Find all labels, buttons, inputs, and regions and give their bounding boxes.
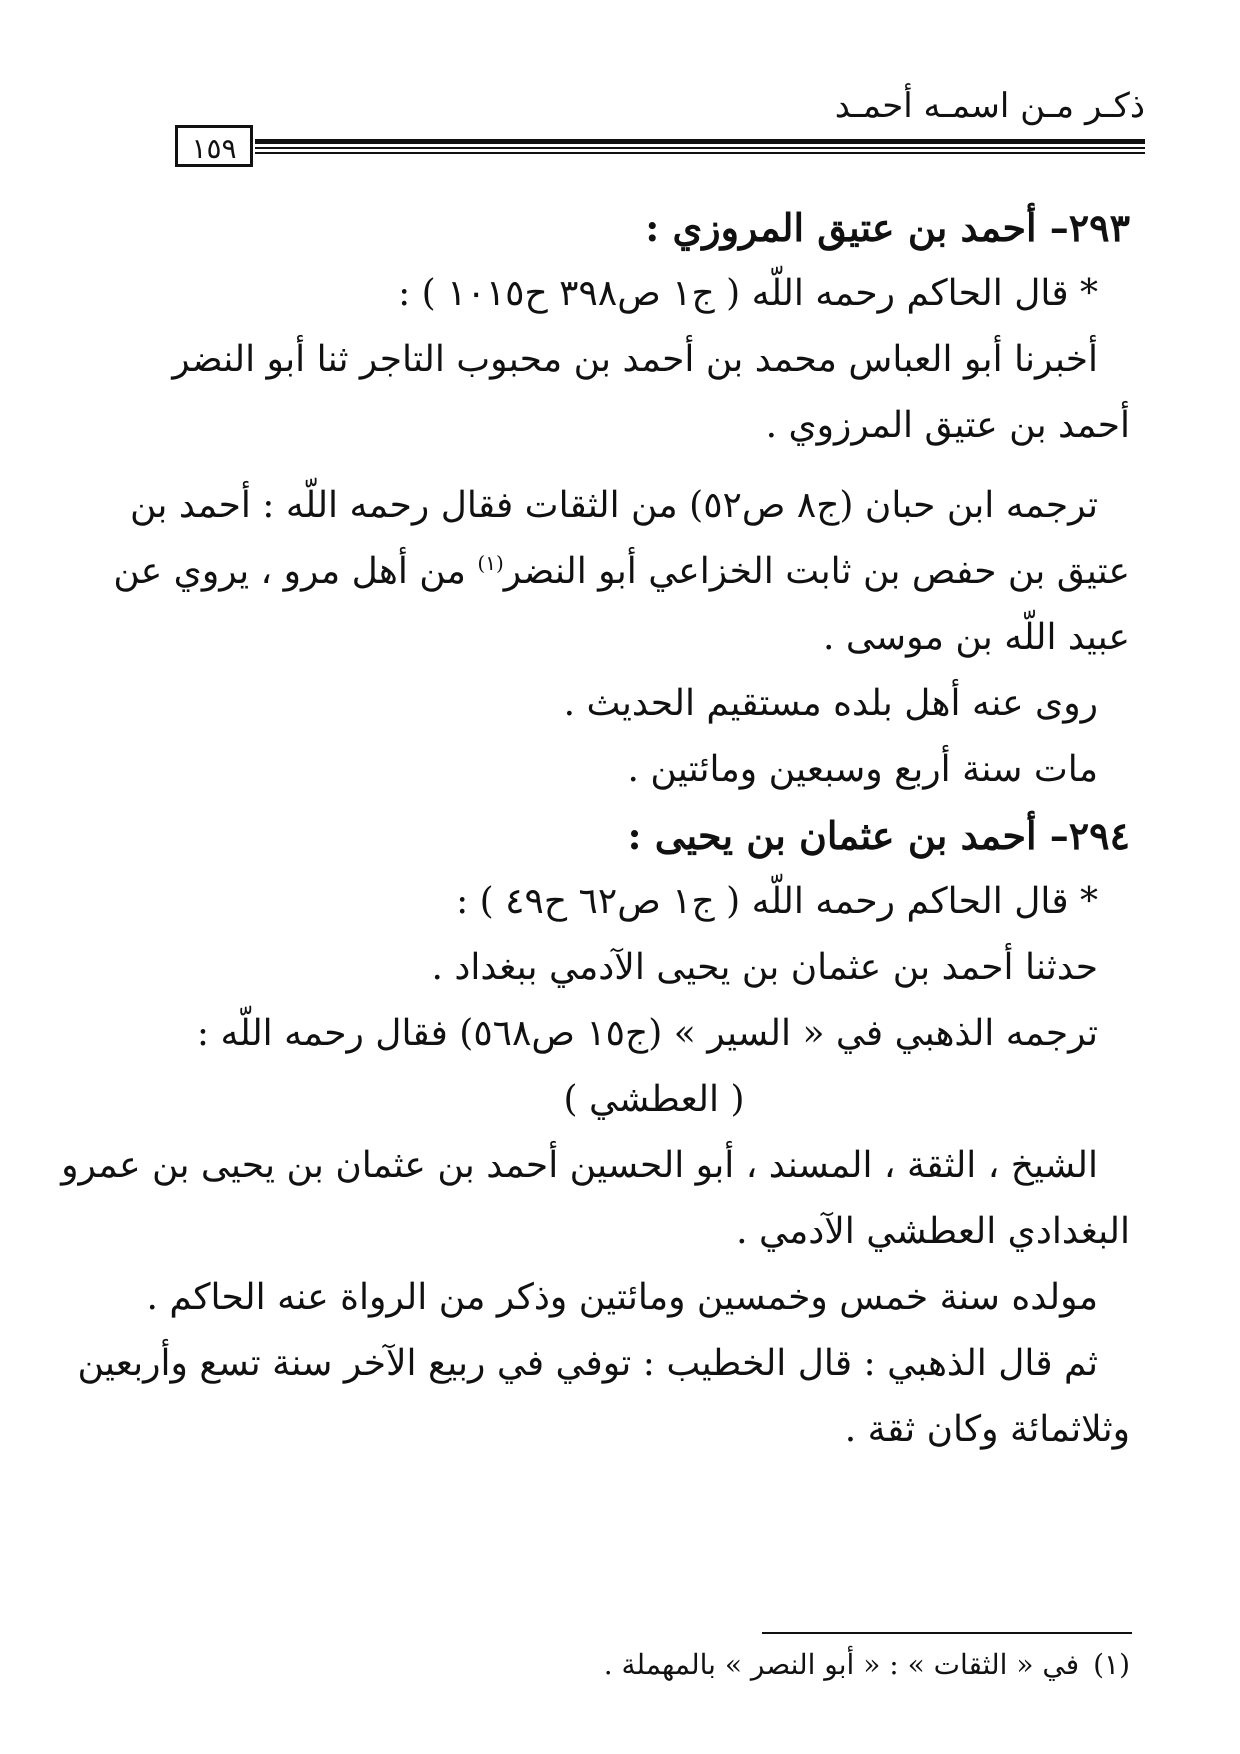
running-title: ذكـر مـن اسمـه أحمـد	[834, 86, 1145, 126]
footnote-rule	[762, 1632, 1132, 1634]
text-line: ثم قال الذهبي : قال الخطيب : توفي في ربيع الآخر سنة تسع وأربعين	[77, 1343, 1098, 1384]
header-rule	[255, 152, 1145, 154]
entry-heading: ٢٩٤– أحمد بن عثمان بن يحيى :	[627, 813, 1130, 858]
text-line: أخبرنا أبو العباس محمد بن أحمد بن محبوب التاجر ثنا أبو النضر	[172, 339, 1098, 380]
page-number: ١٥٩	[175, 125, 253, 167]
text-line: عتيق بن حفص بن ثابت الخزاعي أبو النضر$^{(١)}$ من أهل مرو ، يروي عن	[113, 551, 1130, 592]
text-line: الشيخ ، الثقة ، المسند ، أبو الحسين أحمد بن عثمان بن يحيى بن عمرو	[61, 1145, 1098, 1186]
text-line: حدثنا أحمد بن عثمان بن يحيى الآدمي ببغداد .	[431, 947, 1098, 988]
header-rule	[255, 139, 1145, 144]
source-citation: * قال الحاكم رحمه اللّه ( ج١ ص٣٩٨ ح١٠١٥ ) :	[398, 273, 1098, 314]
text-line: ترجمه الذهبي في « السير » (ج١٥ ص٥٦٨) فقال رحمه اللّه :	[196, 1013, 1098, 1054]
subheading: ( العطشي )	[563, 1079, 745, 1120]
text-line: البغدادي العطشي الآدمي .	[736, 1211, 1130, 1252]
text-line: مات سنة أربع وسبعين ومائتين .	[627, 749, 1098, 790]
footnote-number: (١)	[1093, 1648, 1130, 1681]
text-line: أحمد بن عتيق المرزوي .	[765, 405, 1130, 446]
text-line: مولده سنة خمس وخمسين ومائتين وذكر من الرواة عنه الحاكم .	[146, 1277, 1098, 1318]
entry-heading: ٢٩٣– أحمد بن عتيق المروزي :	[645, 205, 1130, 250]
footnote-reference: (١)	[477, 551, 504, 575]
footnote-text: في « الثقات » : « أبو النصر » بالمهملة .	[603, 1648, 1080, 1681]
footnote	[604, 1648, 1130, 1681]
text-line: وثلاثمائة وكان ثقة .	[844, 1409, 1130, 1450]
main-text	[61, 195, 1130, 1463]
text-line: ترجمه ابن حبان (ج٨ ص٥٢) من الثقات فقال رحمه اللّه : أحمد بن	[130, 485, 1098, 526]
header-rule	[255, 147, 1145, 149]
text-line: روى عنه أهل بلده مستقيم الحديث .	[563, 683, 1098, 724]
text-line: عبيد اللّه بن موسى .	[823, 617, 1130, 658]
source-citation: * قال الحاكم رحمه اللّه ( ج١ ص٦٢ ح٤٩ ) :	[456, 881, 1098, 922]
